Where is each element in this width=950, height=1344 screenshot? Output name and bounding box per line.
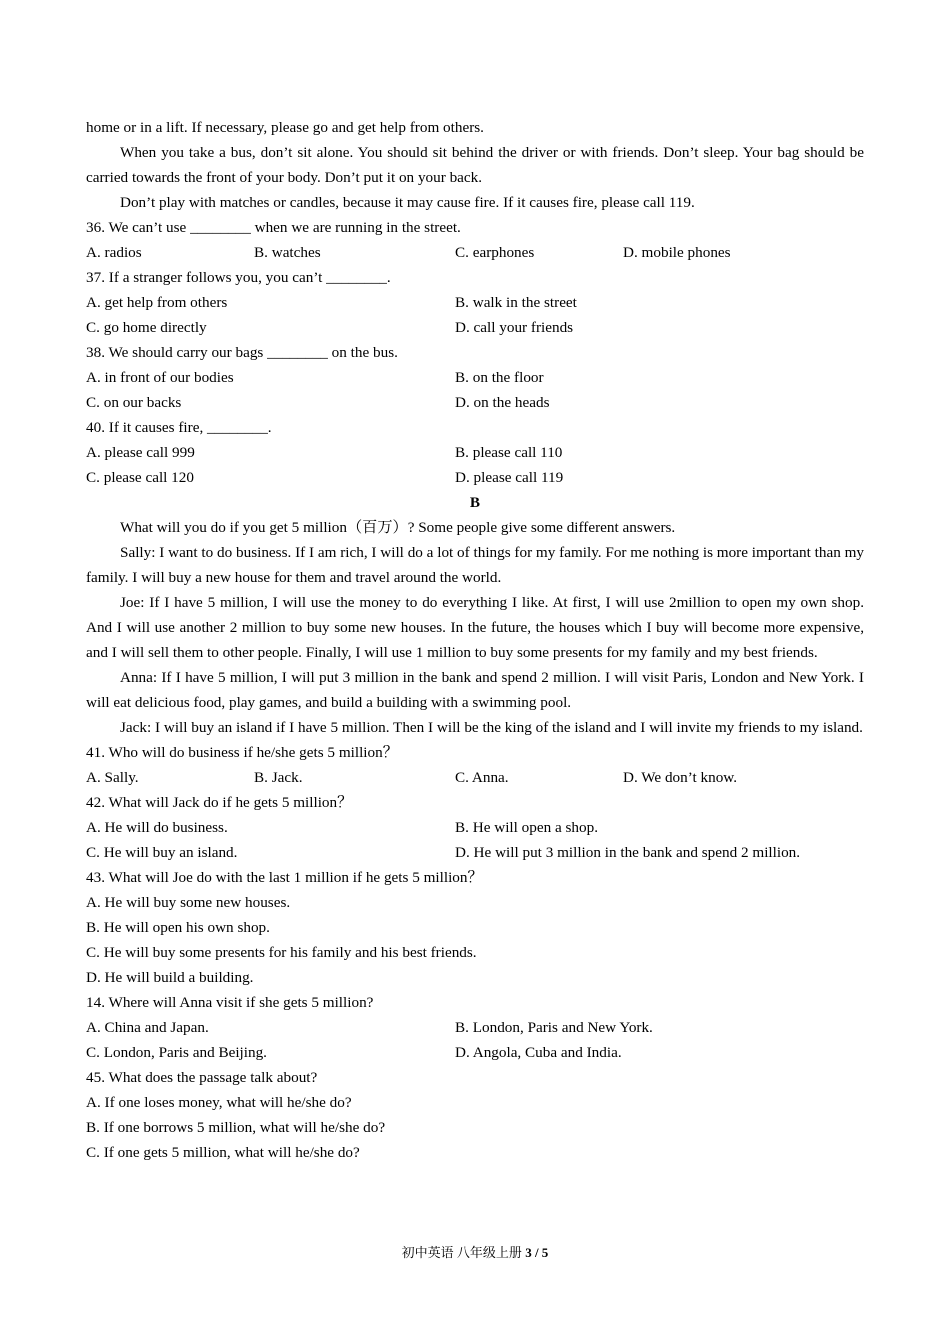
option: A. He will do business. bbox=[86, 819, 228, 836]
question-stem: 41. Who will do business if he/she gets 5 million？ bbox=[86, 744, 398, 761]
passage-paragraph: Anna: If I have 5 million, I will put 3 million in the bank and spend 2 million. I will visit Paris, London and New York. I will eat delicious food, play games, and build a building with a swimming pool. bbox=[86, 669, 864, 711]
option-row bbox=[86, 1040, 864, 1065]
passage-paragraph: Joe: If I have 5 million, I will use the money to do everything I like. At first, I will use 2million to open my own shop. And I will use another 2 million to buy some new houses. In the future, the houses which I buy will become more expensive, and I will sell them to other people. Finally, I will use 1 million to buy some presents for my family and my best friends. bbox=[86, 594, 864, 661]
question-stem: 36. We can’t use ________ when we are running in the street. bbox=[86, 219, 461, 236]
option-row bbox=[86, 840, 864, 865]
option: B. He will open his own shop. bbox=[86, 919, 270, 936]
footer-label: 初中英语 八年级上册 bbox=[401, 1245, 526, 1260]
question-stem: 40. If it causes fire, ________. bbox=[86, 419, 272, 436]
page-footer bbox=[0, 1243, 950, 1263]
page-number: 3 / 5 bbox=[525, 1245, 549, 1260]
option-row bbox=[86, 765, 864, 790]
question-stem: 14. Where will Anna visit if she gets 5 million? bbox=[86, 994, 374, 1011]
option: C. on our backs bbox=[86, 394, 182, 411]
option: A. China and Japan. bbox=[86, 1019, 209, 1036]
passage-paragraph: Sally: I want to do business. If I am rich, I will do a lot of things for my family. For me nothing is more important than my family. I will buy a new house for them and travel around the world. bbox=[86, 544, 864, 586]
passage-paragraph: Jack: I will buy an island if I have 5 million. Then I will be the king of the island and I will invite my friends to my island. bbox=[120, 719, 863, 736]
option: B. Jack. bbox=[254, 769, 303, 786]
question-stem: 37. If a stranger follows you, you can’t ________. bbox=[86, 269, 391, 286]
passage-paragraph: What will you do if you get 5 million（百万）? Some people give some different answers. bbox=[120, 519, 676, 536]
option: B. please call 110 bbox=[455, 444, 563, 461]
option: D. call your friends bbox=[455, 319, 574, 336]
intro-line: home or in a lift. If necessary, please go and get help from others. bbox=[86, 119, 484, 136]
option: A. Sally. bbox=[86, 769, 139, 786]
option: C. earphones bbox=[455, 244, 535, 261]
option: D. We don’t know. bbox=[623, 769, 738, 786]
question-stem: 42. What will Jack do if he gets 5 million？ bbox=[86, 794, 353, 811]
option: C. He will buy an island. bbox=[86, 844, 238, 861]
option: A. in front of our bodies bbox=[86, 369, 234, 386]
option: C. please call 120 bbox=[86, 469, 194, 486]
option: D. mobile phones bbox=[623, 244, 731, 261]
question-stem: 38. We should carry our bags ________ on the bus. bbox=[86, 344, 398, 361]
option: C. He will buy some presents for his family and his best friends. bbox=[86, 944, 477, 961]
option-row bbox=[86, 365, 864, 390]
option: A. get help from others bbox=[86, 294, 228, 311]
option: D. Angola, Cuba and India. bbox=[455, 1044, 622, 1061]
option-row bbox=[86, 390, 864, 415]
option-row bbox=[86, 815, 864, 840]
option: C. go home directly bbox=[86, 319, 207, 336]
option: B. walk in the street bbox=[455, 294, 577, 311]
option: D. He will put 3 million in the bank and spend 2 million. bbox=[455, 844, 801, 861]
intro-paragraph: When you take a bus, don’t sit alone. You should sit behind the driver or with friends. Don’t sleep. Your bag should be carried towards the front of your body. Don’t put it on your back. bbox=[86, 144, 864, 186]
option: C. If one gets 5 million, what will he/she do? bbox=[86, 1144, 360, 1161]
option: A. He will buy some new houses. bbox=[86, 894, 291, 911]
option-row bbox=[86, 290, 864, 315]
question-stem: 45. What does the passage talk about? bbox=[86, 1069, 318, 1086]
question-stem: 43. What will Joe do with the last 1 million if he gets 5 million？ bbox=[86, 869, 483, 886]
option: A. radios bbox=[86, 244, 142, 261]
option-row bbox=[86, 465, 864, 490]
option-row bbox=[86, 1015, 864, 1040]
section-heading: B bbox=[469, 494, 481, 511]
option: B. watches bbox=[254, 244, 321, 261]
option: C. London, Paris and Beijing. bbox=[86, 1044, 267, 1061]
option: A. If one loses money, what will he/she do? bbox=[86, 1094, 352, 1111]
option: B. If one borrows 5 million, what will he/she do? bbox=[86, 1119, 386, 1136]
option: B. on the floor bbox=[455, 369, 544, 386]
option: B. London, Paris and New York. bbox=[455, 1019, 653, 1036]
option-row bbox=[86, 315, 864, 340]
option-row bbox=[86, 240, 864, 265]
option-row bbox=[86, 440, 864, 465]
intro-paragraph: Don’t play with matches or candles, because it may cause fire. If it causes fire, please call 119. bbox=[120, 194, 695, 211]
option: D. please call 119 bbox=[455, 469, 564, 486]
option: D. He will build a building. bbox=[86, 969, 254, 986]
option: A. please call 999 bbox=[86, 444, 195, 461]
option: B. He will open a shop. bbox=[455, 819, 598, 836]
option: D. on the heads bbox=[455, 394, 550, 411]
option: C. Anna. bbox=[455, 769, 509, 786]
document-page bbox=[86, 115, 864, 1165]
